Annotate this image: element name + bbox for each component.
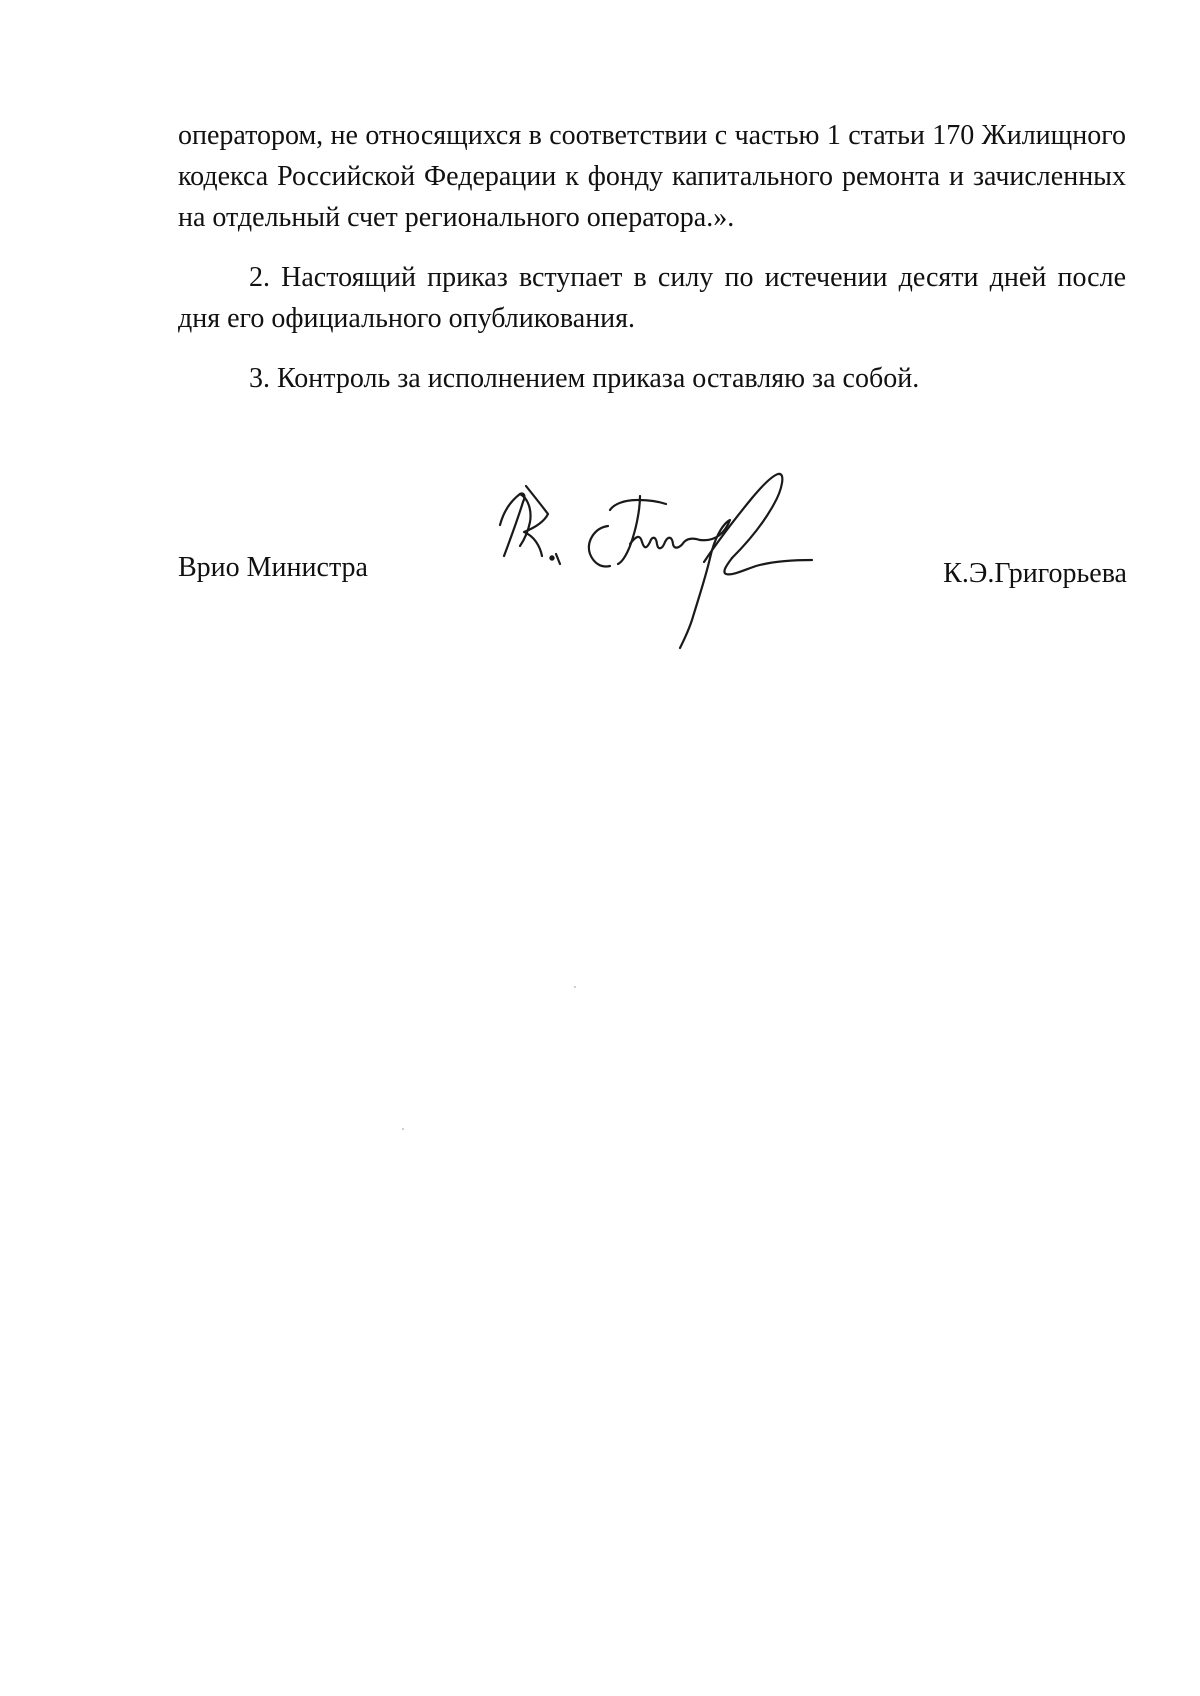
paragraph-item-3: 3. Контроль за исполнением приказа оставляю за собой.	[249, 363, 920, 394]
scan-speck	[402, 1128, 404, 1130]
signatory-position: Врио Министра	[178, 552, 368, 583]
paragraph-item-2: 2. Настоящий приказ вступает в силу по истечении десяти дней после дня его официального опубликования.	[178, 262, 1126, 334]
document-body	[178, 115, 1126, 399]
signatory-name: К.Э.Григорьева	[943, 558, 1127, 589]
handwritten-signature	[490, 470, 830, 660]
paragraph-continuation: оператором, не относящихся в соответствии с частью 1 статьи 170 Жилищного кодекса Российской Федерации к фонду капитального ремонта и зачисленных на отдельный счет регионального оператора.».	[178, 120, 1126, 233]
scan-speck	[574, 986, 576, 988]
